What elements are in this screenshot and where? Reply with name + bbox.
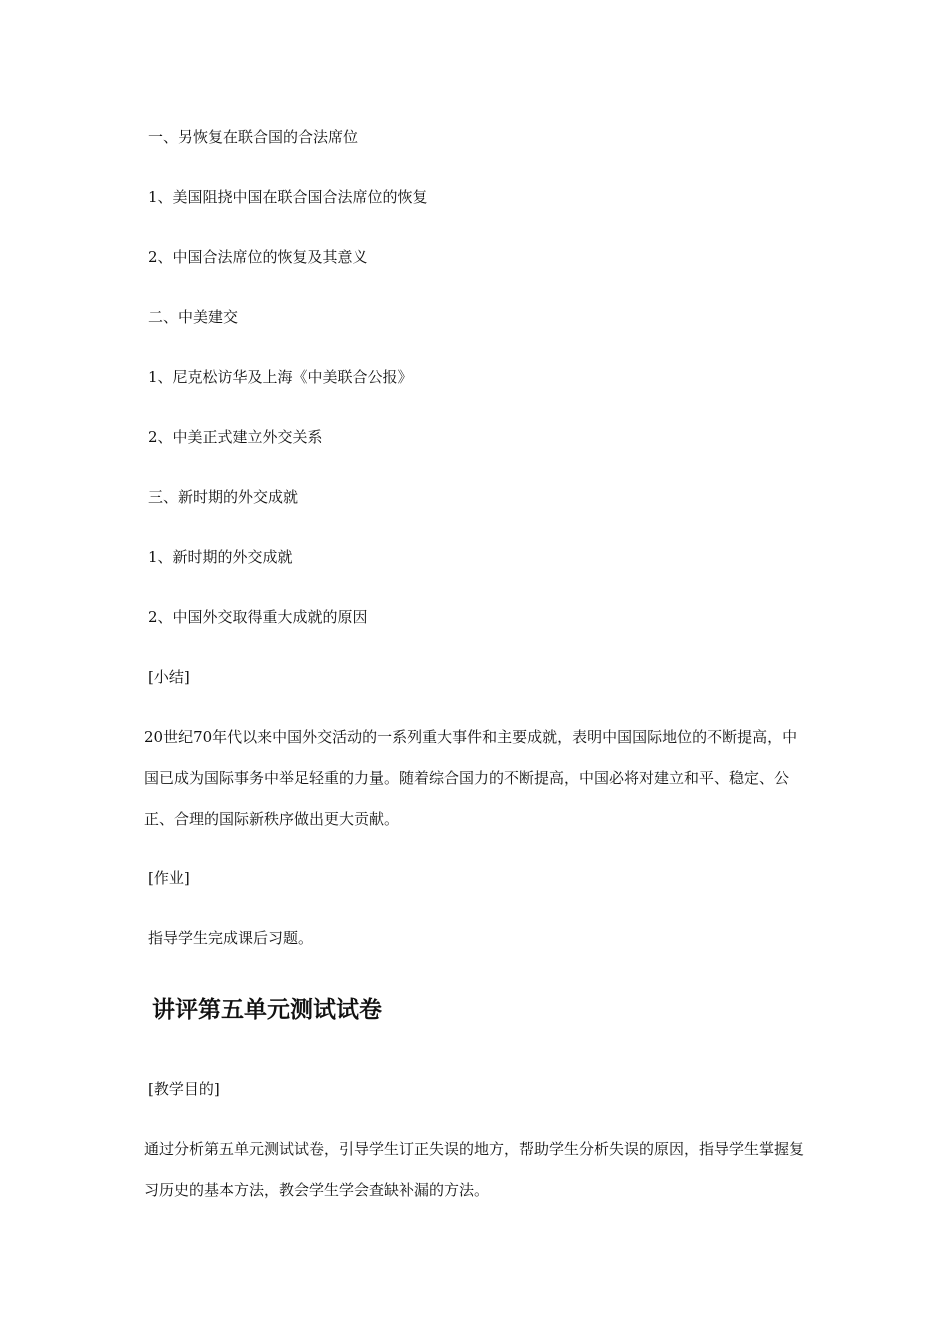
outline-item-1-2: 2、中国合法席位的恢复及其意义 bbox=[148, 248, 368, 266]
outline-item-3-2: 2、中国外交取得重大成就的原因 bbox=[148, 608, 368, 626]
summary-paragraph: 20世纪70年代以来中国外交活动的一系列重大事件和主要成就，表明中国国际地位的不断提高，中国已成为国际事务中举足轻重的力量。随着综合国力的不断提高，中国必将对建立和平、稳定、公正、合理的国际新秩序做出更大贡献。 bbox=[144, 728, 798, 828]
outline-heading-1: 一、另恢复在联合国的合法席位 bbox=[148, 128, 359, 146]
outline-heading-2: 二、中美建交 bbox=[148, 308, 239, 326]
homework-text: 指导学生完成课后习题。 bbox=[148, 929, 314, 947]
homework-label: [作业] bbox=[148, 869, 190, 887]
summary-label: [小结] bbox=[148, 668, 190, 686]
outline-item-2-2: 2、中美正式建立外交关系 bbox=[148, 428, 323, 446]
outline-heading-3: 三、新时期的外交成就 bbox=[148, 488, 299, 506]
section-heading: 讲评第五单元测试试卷 bbox=[152, 997, 382, 1023]
outline-item-3-1: 1、新时期的外交成就 bbox=[148, 548, 293, 566]
objective-paragraph: 通过分析第五单元测试试卷，引导学生订正失误的地方，帮助学生分析失误的原因，指导学生掌握复习历史的基本方法，教会学生学会查缺补漏的方法。 bbox=[144, 1140, 805, 1199]
outline-item-1-1: 1、美国阻挠中国在联合国合法席位的恢复 bbox=[148, 188, 428, 206]
objective-label: [教学目的] bbox=[148, 1080, 220, 1098]
outline-item-2-1: 1、尼克松访华及上海《中美联合公报》 bbox=[148, 368, 413, 386]
